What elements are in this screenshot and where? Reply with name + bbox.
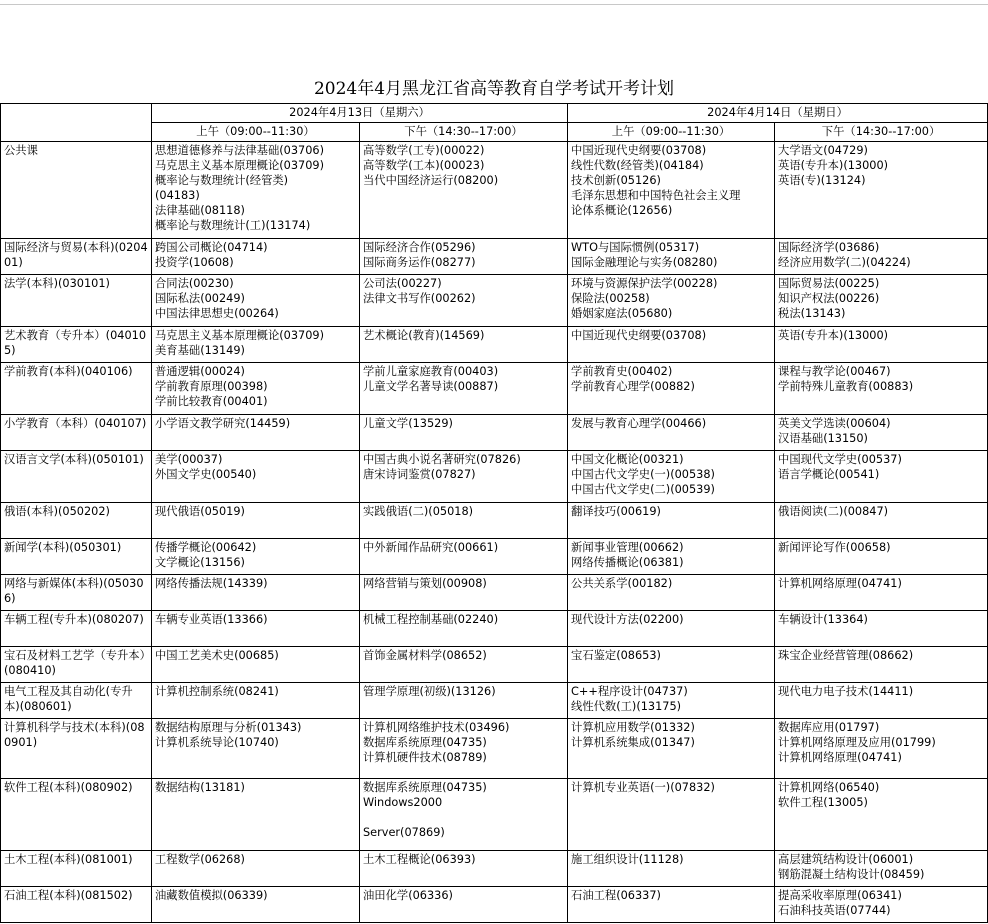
course-item: 线性代数(经管类)(04184) [571, 159, 704, 172]
day2-morning-cell [568, 683, 775, 719]
course-item: 英美文学选读(00604) [778, 417, 891, 430]
table-row [1, 451, 988, 503]
day2-afternoon-cell [775, 575, 988, 611]
day1-afternoon-header: 下午（14:30--17:00） [360, 123, 568, 142]
day1-morning-cell [152, 575, 360, 611]
major-cell: 计算机科学与技术(本科)(080901) [1, 719, 152, 779]
course-item: 新闻事业管理(00662) [571, 541, 684, 554]
course-item: 英语(专升本)(13000) [778, 329, 889, 342]
course-item: 国际金融理论与实务(08280) [571, 256, 718, 269]
course-item: 油藏数值模拟(06339) [155, 889, 268, 902]
course-item: 中国近现代史纲要(03708) [571, 144, 707, 157]
day2-afternoon-cell [775, 779, 988, 851]
major-cell: 汉语言文学(本科)(050101) [1, 451, 152, 503]
course-item: WTO与国际惯例(05317) [571, 241, 700, 254]
course-item: 线性代数(工)(13175) [571, 700, 682, 713]
table-row [1, 683, 988, 719]
course-item: 高层建筑结构设计(06001) [778, 853, 914, 866]
course-item: 思想道德修养与法律基础(03706) [155, 144, 325, 157]
course-item: 计算机网络原理(04741) [778, 577, 902, 590]
day1-afternoon-cell [360, 683, 568, 719]
day2-morning-cell [568, 575, 775, 611]
day2-morning-cell [568, 647, 775, 683]
course-item: 知识产权法(00226) [778, 292, 880, 305]
course-item: 毛泽东思想和中国特色社会主义理 [571, 189, 741, 202]
course-item: 石油科技英语(07744) [778, 904, 891, 917]
day2-afternoon-cell [775, 539, 988, 575]
course-item: 学前教育史(00402) [571, 365, 673, 378]
major-header-cell [1, 104, 152, 142]
course-item: 外国文学史(00540) [155, 468, 257, 481]
course-item: 软件工程(13005) [778, 796, 868, 809]
day1-afternoon-cell [360, 539, 568, 575]
day2-morning-cell [568, 363, 775, 415]
course-item: 学前比较教育(00401) [155, 395, 268, 408]
course-item: 艺术概论(教育)(14569) [363, 329, 485, 342]
course-item: 现代电力电子技术(14411) [778, 685, 914, 698]
course-item: 当代中国经济运行(08200) [363, 174, 499, 187]
course-item: 计算机网络原理及应用(01799) [778, 736, 936, 749]
day2-morning-cell [568, 851, 775, 887]
course-item: 石油工程(06337) [571, 889, 661, 902]
day2-morning-cell [568, 779, 775, 851]
major-cell: 俄语(本科)(050202) [1, 503, 152, 539]
course-item: 法律基础(08118) [155, 204, 245, 217]
course-item: 计算机专业英语(一)(07832) [571, 781, 715, 794]
table-row [1, 327, 988, 363]
course-item: 宝石鉴定(08653) [571, 649, 661, 662]
course-item: 保险法(00258) [571, 292, 650, 305]
course-item: 英语(专升本)(13000) [778, 159, 889, 172]
course-item: 美育基础(13149) [155, 344, 245, 357]
table-row [1, 239, 988, 275]
course-item: 数据库系统原理(04735) [363, 781, 487, 794]
course-item: 翻译技巧(00619) [571, 505, 661, 518]
day1-morning-cell [152, 851, 360, 887]
day2-afternoon-cell [775, 415, 988, 451]
day2-date-header: 2024年4月14日（星期日） [568, 104, 988, 123]
day1-date-header: 2024年4月13日（星期六） [152, 104, 568, 123]
course-item: 国际私法(00249) [155, 292, 245, 305]
course-item: 钢筋混凝土结构设计(08459) [778, 868, 925, 881]
table-row [1, 363, 988, 415]
day1-morning-cell [152, 611, 360, 647]
day2-morning-cell [568, 275, 775, 327]
day1-morning-cell [152, 363, 360, 415]
course-item: 文学概论(13156) [155, 556, 245, 569]
course-item: 网络营销与策划(00908) [363, 577, 487, 590]
course-item: 中外新闻作品研究(00661) [363, 541, 499, 554]
day1-afternoon-cell [360, 887, 568, 923]
course-item: 管理学原理(初级)(13126) [363, 685, 496, 698]
course-item: C++程序设计(04737) [571, 685, 688, 698]
course-item: (04183) [155, 189, 200, 202]
day2-afternoon-cell [775, 275, 988, 327]
course-item: 概率论与数理统计(经管类) [155, 174, 289, 187]
major-cell: 国际经济与贸易(本科)(020401) [1, 239, 152, 275]
day2-morning-cell [568, 503, 775, 539]
course-item: 计算机控制系统(08241) [155, 685, 279, 698]
course-item: 中国古代文学史(一)(00538) [571, 468, 715, 481]
day1-morning-cell [152, 719, 360, 779]
day1-morning-cell [152, 239, 360, 275]
table-row [1, 851, 988, 887]
day1-morning-cell [152, 142, 360, 239]
course-item: 施工组织设计(11128) [571, 853, 684, 866]
course-item: 提高采收率原理(06341) [778, 889, 902, 902]
day1-afternoon-cell [360, 451, 568, 503]
day2-morning-cell [568, 415, 775, 451]
major-cell: 电气工程及其自动化(专升本)(080601) [1, 683, 152, 719]
course-item: 儿童文学名著导读(00887) [363, 380, 499, 393]
course-item: 高等数学(工专)(00022) [363, 144, 485, 157]
day1-morning-header: 上午（09:00--11:30） [152, 123, 360, 142]
course-item: 中国文化概论(00321) [571, 453, 684, 466]
course-item: 现代俄语(05019) [155, 505, 245, 518]
table-row [1, 275, 988, 327]
course-item: 税法(13143) [778, 307, 846, 320]
day2-morning-cell [568, 611, 775, 647]
course-item: 马克思主义基本原理概论(03709) [155, 159, 325, 172]
course-item: 汉语基础(13150) [778, 432, 868, 445]
day1-afternoon-cell [360, 239, 568, 275]
day2-afternoon-cell [775, 327, 988, 363]
exam-schedule-table [0, 103, 988, 923]
major-cell: 小学教育（本科）(040107) [1, 415, 152, 451]
table-row [1, 887, 988, 923]
day1-morning-cell [152, 887, 360, 923]
day1-afternoon-cell [360, 415, 568, 451]
course-item: 计算机硬件技术(08789) [363, 751, 487, 764]
day2-afternoon-cell [775, 239, 988, 275]
course-item: 公共关系学(00182) [571, 577, 673, 590]
day2-afternoon-cell [775, 647, 988, 683]
course-item: 普通逻辑(00024) [155, 365, 245, 378]
day1-morning-cell [152, 647, 360, 683]
day2-afternoon-cell [775, 611, 988, 647]
day2-afternoon-cell [775, 503, 988, 539]
course-item: 中国法律思想史(00264) [155, 307, 279, 320]
major-cell: 宝石及材料工艺学（专升本）(080410) [1, 647, 152, 683]
course-item: 马克思主义基本原理概论(03709) [155, 329, 325, 342]
day2-morning-cell [568, 239, 775, 275]
course-item: 车辆设计(13364) [778, 613, 868, 626]
course-item: 公司法(00227) [363, 277, 442, 290]
course-item: Windows2000 [363, 796, 443, 809]
day1-afternoon-cell [360, 851, 568, 887]
course-item: 唐宋诗词鉴赏(07827) [363, 468, 476, 481]
course-item: 珠宝企业经营管理(08662) [778, 649, 914, 662]
course-item: 现代设计方法(02200) [571, 613, 684, 626]
course-item: 工程数学(06268) [155, 853, 245, 866]
table-row [1, 539, 988, 575]
table-row [1, 142, 988, 239]
course-item: 概率论与数理统计(工)(13174) [155, 219, 311, 232]
course-item: 网络传播概论(06381) [571, 556, 684, 569]
day1-afternoon-cell [360, 503, 568, 539]
day1-morning-cell [152, 275, 360, 327]
course-item: 网络传播法规(14339) [155, 577, 268, 590]
course-item: 新闻评论写作(00658) [778, 541, 891, 554]
course-item: 学前儿童家庭教育(00403) [363, 365, 499, 378]
major-cell: 新闻学(本科)(050301) [1, 539, 152, 575]
day2-afternoon-cell [775, 719, 988, 779]
course-item: 中国古典小说名著研究(07826) [363, 453, 521, 466]
day1-afternoon-cell [360, 363, 568, 415]
course-item: Server(07869) [363, 826, 445, 839]
course-item: 中国工艺美术史(00685) [155, 649, 279, 662]
course-item: 计算机网络原理(04741) [778, 751, 902, 764]
course-item: 小学语文教学研究(14459) [155, 417, 291, 430]
course-item: 学前特殊儿童教育(00883) [778, 380, 914, 393]
course-item: 计算机应用数学(01332) [571, 721, 695, 734]
course-item: 计算机网络(06540) [778, 781, 880, 794]
course-item: 环境与资源保护法学(00228) [571, 277, 718, 290]
table-row [1, 719, 988, 779]
course-item: 国际贸易法(00225) [778, 277, 880, 290]
course-item: 儿童文学(13529) [363, 417, 453, 430]
course-item: 中国古代文学史(二)(00539) [571, 483, 715, 496]
course-item: 计算机系统集成(01347) [571, 736, 695, 749]
course-item: 语言学概论(00541) [778, 468, 880, 481]
course-item: 数据结构(13181) [155, 781, 245, 794]
course-item: 数据库应用(01797) [778, 721, 880, 734]
day1-afternoon-cell [360, 611, 568, 647]
day2-morning-cell [568, 142, 775, 239]
course-item: 法律文书写作(00262) [363, 292, 476, 305]
course-item: 传播学概论(00642) [155, 541, 257, 554]
page-title: 2024年4月黑龙江省高等教育自学考试开考计划 [313, 79, 675, 99]
course-item: 机械工程控制基础(02240) [363, 613, 499, 626]
course-item [363, 810, 564, 825]
day2-morning-cell [568, 887, 775, 923]
table-row [1, 647, 988, 683]
major-cell: 石油工程(本科)(081502) [1, 887, 152, 923]
course-item: 计算机系统导论(10740) [155, 736, 279, 749]
course-item: 高等数学(工本)(00023) [363, 159, 485, 172]
day1-morning-cell [152, 683, 360, 719]
day1-morning-cell [152, 779, 360, 851]
top-border-line [0, 4, 988, 5]
course-item: 油田化学(06336) [363, 889, 453, 902]
course-item: 数据结构原理与分析(01343) [155, 721, 302, 734]
day1-afternoon-cell [360, 327, 568, 363]
major-cell: 车辆工程(专升本)(080207) [1, 611, 152, 647]
day1-morning-cell [152, 539, 360, 575]
day2-morning-cell [568, 327, 775, 363]
course-item: 美学(00037) [155, 453, 223, 466]
day1-morning-cell [152, 327, 360, 363]
day2-morning-cell [568, 719, 775, 779]
course-item: 国际经济合作(05296) [363, 241, 476, 254]
day2-morning-cell [568, 539, 775, 575]
day2-afternoon-cell [775, 363, 988, 415]
course-item: 中国近现代史纲要(03708) [571, 329, 707, 342]
day1-afternoon-cell [360, 719, 568, 779]
course-item: 婚姻家庭法(05680) [571, 307, 673, 320]
course-item: 国际经济学(03686) [778, 241, 880, 254]
course-item: 学前教育心理学(00882) [571, 380, 695, 393]
major-cell: 公共课 [1, 142, 152, 239]
course-item: 计算机网络维护技术(03496) [363, 721, 510, 734]
course-item: 车辆专业英语(13366) [155, 613, 268, 626]
day2-afternoon-cell [775, 851, 988, 887]
course-item: 合同法(00230) [155, 277, 234, 290]
course-item: 英语(专)(13124) [778, 174, 866, 187]
course-item: 论体系概论(12656) [571, 204, 673, 217]
day1-afternoon-cell [360, 779, 568, 851]
major-cell: 土木工程(本科)(081001) [1, 851, 152, 887]
table-row [1, 415, 988, 451]
day2-morning-header: 上午（09:00--11:30） [568, 123, 775, 142]
course-item: 发展与教育心理学(00466) [571, 417, 707, 430]
course-item: 首饰金属材料学(08652) [363, 649, 487, 662]
day2-afternoon-cell [775, 142, 988, 239]
day1-morning-cell [152, 415, 360, 451]
course-item: 经济应用数学(二)(04224) [778, 256, 911, 269]
day1-afternoon-cell [360, 142, 568, 239]
course-item: 俄语阅读(二)(00847) [778, 505, 889, 518]
day1-afternoon-cell [360, 275, 568, 327]
major-cell: 软件工程(本科)(080902) [1, 779, 152, 851]
major-cell: 法学(本科)(030101) [1, 275, 152, 327]
day1-afternoon-cell [360, 647, 568, 683]
course-item: 中国现代文学史(00537) [778, 453, 902, 466]
day2-afternoon-cell [775, 683, 988, 719]
day2-afternoon-cell [775, 887, 988, 923]
major-cell: 学前教育(本科)(040106) [1, 363, 152, 415]
course-item: 跨国公司概论(04714) [155, 241, 268, 254]
day2-afternoon-header: 下午（14:30--17:00） [775, 123, 988, 142]
table-row [1, 611, 988, 647]
course-item: 实践俄语(二)(05018) [363, 505, 474, 518]
table-row [1, 779, 988, 851]
schedule-body [1, 104, 988, 923]
date-header-row [1, 104, 988, 123]
course-item: 技术创新(05126) [571, 174, 661, 187]
course-item: 国际商务运作(08277) [363, 256, 476, 269]
major-cell: 艺术教育（专升本）(040105) [1, 327, 152, 363]
course-item: 数据库系统原理(04735) [363, 736, 487, 749]
day2-morning-cell [568, 451, 775, 503]
table-row [1, 503, 988, 539]
major-cell: 网络与新媒体(本科)(050306) [1, 575, 152, 611]
table-row [1, 575, 988, 611]
course-item: 学前教育原理(00398) [155, 380, 268, 393]
course-item: 课程与教学论(00467) [778, 365, 891, 378]
course-item: 大学语文(04729) [778, 144, 868, 157]
course-item: 土木工程概论(06393) [363, 853, 476, 866]
day1-morning-cell [152, 503, 360, 539]
course-item: 投资学(10608) [155, 256, 234, 269]
day2-afternoon-cell [775, 451, 988, 503]
day1-afternoon-cell [360, 575, 568, 611]
day1-morning-cell [152, 451, 360, 503]
